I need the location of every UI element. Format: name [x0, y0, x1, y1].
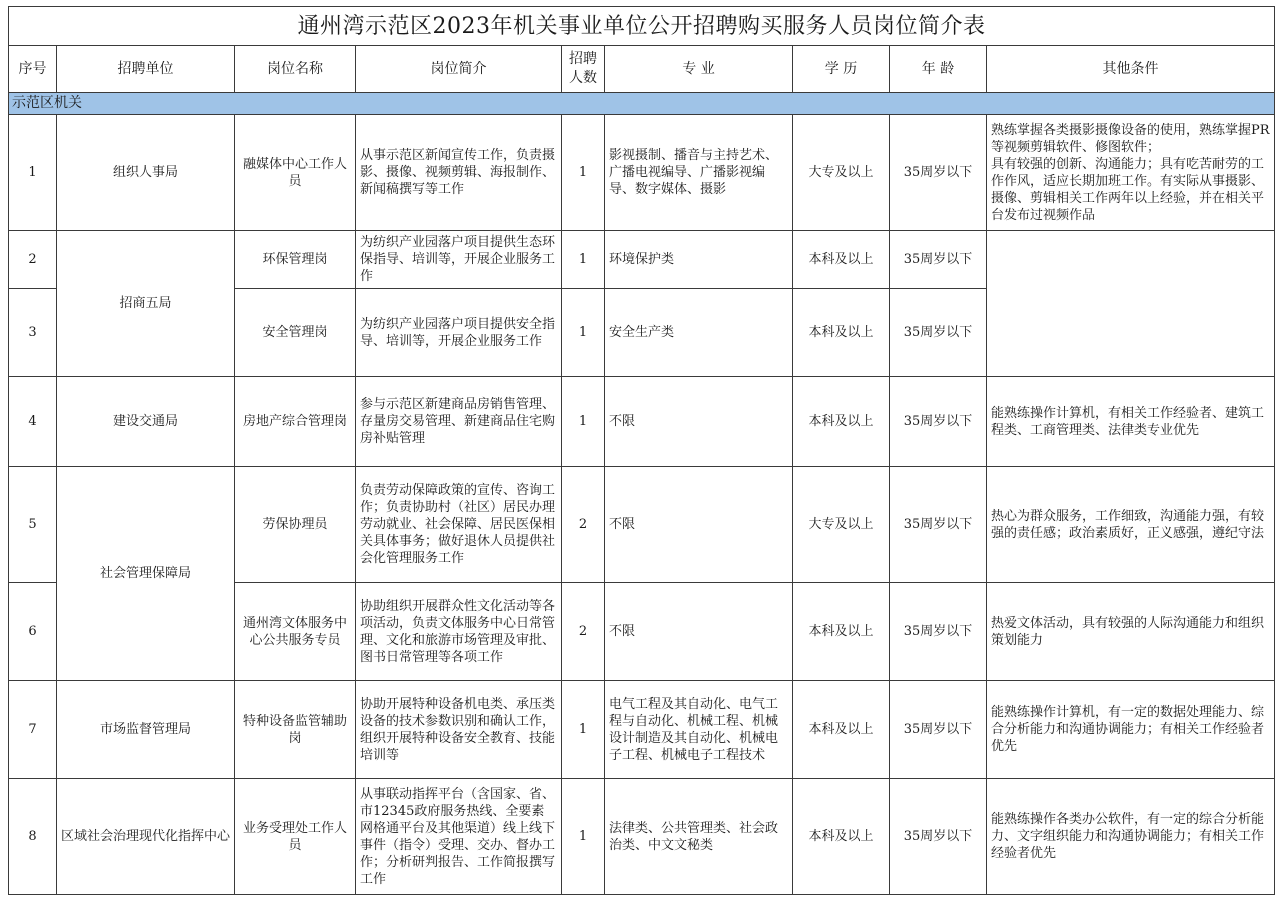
row-seq: 5	[9, 467, 57, 583]
row-seq: 2	[9, 231, 57, 289]
row-intro: 为纺织产业园落户项目提供安全指导、培训等，开展企业服务工作	[356, 289, 562, 377]
row-intro: 负责劳动保障政策的宣传、咨询工作；负责协助村（社区）居民办理劳动就业、社会保障、居民医保相关具体事务；做好退休人员提供社会化管理服务工作	[356, 467, 562, 583]
row-major: 不限	[605, 583, 793, 681]
row-age: 35周岁以下	[890, 115, 987, 231]
row-seq: 6	[9, 583, 57, 681]
row-seq: 1	[9, 115, 57, 231]
row-age: 35周岁以下	[890, 377, 987, 467]
row-position: 房地产综合管理岗	[235, 377, 356, 467]
header-position: 岗位名称	[235, 46, 356, 93]
row-education: 本科及以上	[793, 583, 890, 681]
row-unit: 区域社会治理现代化指挥中心	[57, 779, 235, 895]
row-unit: 社会管理保障局	[57, 467, 235, 681]
row-intro: 从事联动指挥平台（含国家、省、市12345政府服务热线、全要素网格通平台及其他渠道）线上线下事件（指令）受理、交办、督办工作；分析研判报告、工作简报撰写工作	[356, 779, 562, 895]
row-position: 劳保协理员	[235, 467, 356, 583]
row-position: 安全管理岗	[235, 289, 356, 377]
row-major: 不限	[605, 377, 793, 467]
row-other: 能熟练操作各类办公软件，有一定的综合分析能力、文字组织能力和沟通协调能力；有相关工作经验者优先	[987, 779, 1275, 895]
row-age: 35周岁以下	[890, 467, 987, 583]
row-education: 大专及以上	[793, 115, 890, 231]
row-unit: 招商五局	[57, 231, 235, 377]
row-position: 业务受理处工作人员	[235, 779, 356, 895]
row-position: 特种设备监管辅助岗	[235, 681, 356, 779]
header-age: 年 龄	[890, 46, 987, 93]
row-intro: 为纺织产业园落户项目提供生态环保指导、培训等，开展企业服务工作	[356, 231, 562, 289]
row-major: 不限	[605, 467, 793, 583]
row-count: 2	[562, 467, 605, 583]
header-education: 学 历	[793, 46, 890, 93]
row-age: 35周岁以下	[890, 681, 987, 779]
row-count: 1	[562, 289, 605, 377]
table-row	[9, 681, 1275, 779]
table-row	[9, 779, 1275, 895]
header-unit: 招聘单位	[57, 46, 235, 93]
recruitment-table	[8, 6, 1275, 895]
row-age: 35周岁以下	[890, 289, 987, 377]
row-other	[987, 115, 1275, 231]
row-other	[987, 231, 1275, 377]
table-row	[9, 231, 1275, 289]
row-count: 1	[562, 681, 605, 779]
row-major: 电气工程及其自动化、电气工程与自动化、机械工程、机械设计制造及其自动化、机械电子工程、机械电子工程技术	[605, 681, 793, 779]
row-major: 安全生产类	[605, 289, 793, 377]
row-education: 本科及以上	[793, 289, 890, 377]
row-other: 热爱文体活动，具有较强的人际沟通能力和组织策划能力	[987, 583, 1275, 681]
row-other: 热心为群众服务，工作细致，沟通能力强，有较强的责任感；政治素质好，正义感强，遵纪守法	[987, 467, 1275, 583]
section-row	[9, 93, 1275, 115]
row-position: 环保管理岗	[235, 231, 356, 289]
row-intro: 协助开展特种设备机电类、承压类设备的技术参数识别和确认工作，组织开展特种设备安全教育、技能培训等	[356, 681, 562, 779]
header-count-line2: 人数	[569, 70, 597, 86]
row-other-line1: 熟练掌握各类摄影摄像设备的使用，熟练掌握PR等视频剪辑软件、修图软件；	[991, 122, 1270, 155]
row-major: 影视摄制、播音与主持艺术、广播电视编导、广播影视编导、数字媒体、摄影	[605, 115, 793, 231]
row-education: 大专及以上	[793, 467, 890, 583]
table-row	[9, 467, 1275, 583]
row-seq: 7	[9, 681, 57, 779]
row-position: 融媒体中心工作人员	[235, 115, 356, 231]
header-row	[9, 46, 1275, 93]
row-unit: 建设交通局	[57, 377, 235, 467]
row-age: 35周岁以下	[890, 583, 987, 681]
row-education: 本科及以上	[793, 377, 890, 467]
row-intro: 从事示范区新闻宣传工作，负责摄影、摄像、视频剪辑、海报制作、新闻稿撰写等工作	[356, 115, 562, 231]
header-intro: 岗位简介	[356, 46, 562, 93]
table-row	[9, 115, 1275, 231]
row-count: 1	[562, 231, 605, 289]
row-unit: 组织人事局	[57, 115, 235, 231]
row-count: 1	[562, 377, 605, 467]
row-other-line2: 具有较强的创新、沟通能力；具有吃苦耐劳的工作作风，适应长期加班工作。有实际从事摄影、摄像、剪辑相关工作两年以上经验，并在相关平台发布过视频作品	[991, 156, 1265, 223]
row-education: 本科及以上	[793, 779, 890, 895]
header-seq: 序号	[9, 46, 57, 93]
page-title: 通州湾示范区2023年机关事业单位公开招聘购买服务人员岗位简介表	[9, 7, 1275, 46]
row-position: 通州湾文体服务中心公共服务专员	[235, 583, 356, 681]
row-other: 能熟练操作计算机，有一定的数据处理能力、综合分析能力和沟通协调能力；有相关工作经验者优先	[987, 681, 1275, 779]
row-unit: 市场监督管理局	[57, 681, 235, 779]
row-age: 35周岁以下	[890, 779, 987, 895]
header-major: 专 业	[605, 46, 793, 93]
row-seq: 3	[9, 289, 57, 377]
header-count-line1: 招聘	[569, 51, 597, 67]
row-other: 能熟练操作计算机，有相关工作经验者、建筑工程类、工商管理类、法律类专业优先	[987, 377, 1275, 467]
row-count: 1	[562, 779, 605, 895]
row-education: 本科及以上	[793, 231, 890, 289]
row-count: 1	[562, 115, 605, 231]
row-education: 本科及以上	[793, 681, 890, 779]
header-count	[562, 46, 605, 93]
row-count: 2	[562, 583, 605, 681]
header-other: 其他条件	[987, 46, 1275, 93]
row-intro: 参与示范区新建商品房销售管理、存量房交易管理、新建商品住宅购房补贴管理	[356, 377, 562, 467]
table-row	[9, 377, 1275, 467]
row-major: 环境保护类	[605, 231, 793, 289]
row-seq: 8	[9, 779, 57, 895]
row-major: 法律类、公共管理类、社会政治类、中文文秘类	[605, 779, 793, 895]
section-label: 示范区机关	[9, 93, 1275, 115]
row-age: 35周岁以下	[890, 231, 987, 289]
row-intro: 协助组织开展群众性文化活动等各项活动，负责文体服务中心日常管理、文化和旅游市场管理及审批、图书日常管理等各项工作	[356, 583, 562, 681]
row-seq: 4	[9, 377, 57, 467]
